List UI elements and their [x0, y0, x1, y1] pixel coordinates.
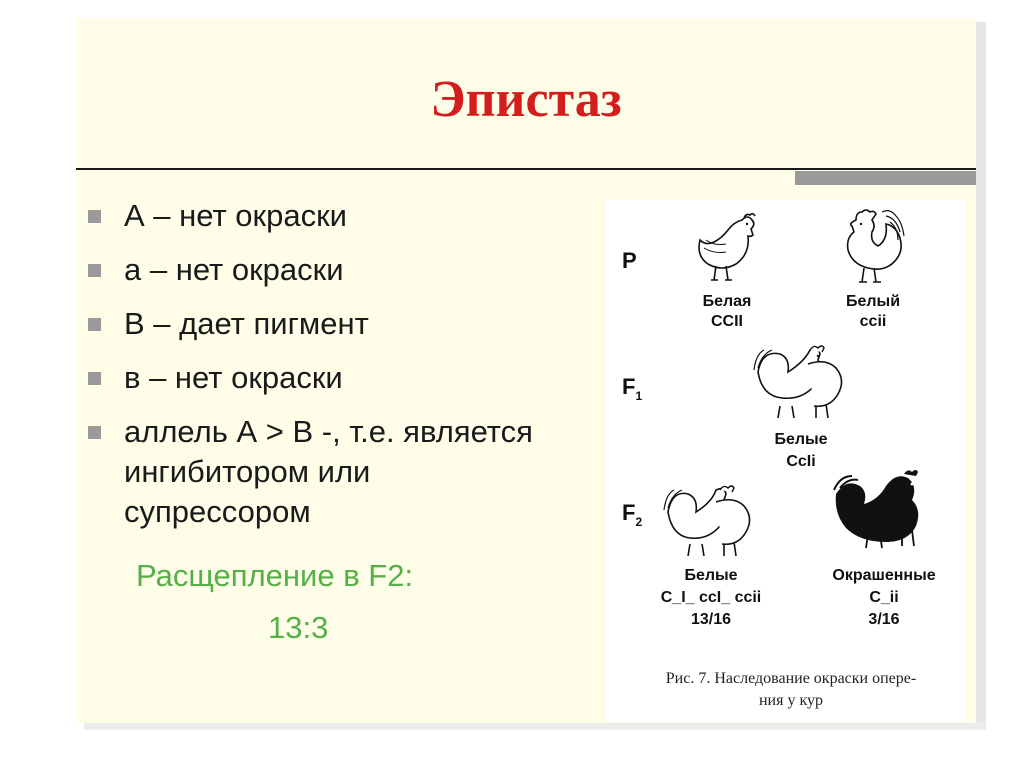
- f2-colored-genotype: C_ii: [869, 589, 899, 606]
- figure-caption-line1: Рис. 7. Наследование окраски опере-: [665, 670, 917, 687]
- f2-white-label: Белые: [684, 567, 738, 584]
- p-male-genotype: ccii: [859, 313, 887, 330]
- white-chickens-pair-icon: [662, 482, 758, 558]
- generation-f1-subscript: 1: [635, 389, 643, 403]
- slide-title: Эпистаз: [430, 71, 622, 128]
- f2-white-ratio: 13/16: [690, 611, 732, 628]
- segregation-label: Расщепление в F2:: [136, 558, 414, 593]
- bullet-text: В – дает пигмент: [124, 306, 369, 341]
- f1-label: Белые: [774, 431, 828, 448]
- generation-f2-letter: F: [622, 500, 636, 525]
- bullet-text: А – нет окраски: [124, 198, 347, 233]
- bullet-item: [84, 358, 564, 398]
- p-female-label: Белая: [702, 293, 752, 310]
- generation-f1-letter: F: [622, 374, 636, 399]
- bullet-text: аллель А > В -, т.е. является ингибитором или супрессором: [124, 414, 533, 529]
- f2-colored-label: Окрашенные: [832, 567, 936, 584]
- bullet-marker: [88, 264, 101, 277]
- generation-f1-label: [622, 374, 643, 403]
- bullet-text: в – нет окраски: [124, 360, 343, 395]
- p-male-label: Белый: [845, 293, 901, 310]
- bullet-item: [84, 412, 564, 532]
- figure-caption-line2: ния у кур: [758, 692, 824, 709]
- white-rooster-icon: [834, 206, 914, 286]
- generation-p-label: P: [622, 248, 637, 273]
- colored-chickens-pair-icon: [832, 468, 938, 552]
- bullet-list: [84, 196, 564, 546]
- f1-genotype: CcIi: [786, 453, 816, 470]
- title-divider-accent: [795, 171, 976, 185]
- bullet-text: а – нет окраски: [124, 252, 344, 287]
- segregation-ratio: 13:3: [268, 610, 329, 645]
- slide-shadow-bottom: [84, 722, 986, 730]
- white-hen-icon: [692, 210, 762, 285]
- bullet-item: [84, 196, 564, 236]
- bullet-marker: [88, 318, 101, 331]
- p-female-genotype: CCII: [711, 313, 743, 330]
- figure-caption: [620, 668, 962, 712]
- f2-colored-ratio: 3/16: [868, 611, 900, 628]
- bullet-marker: [88, 210, 101, 223]
- title-divider: [76, 168, 976, 170]
- f2-white-genotype: C_I_ ccI_ ccii: [660, 589, 762, 606]
- inheritance-figure: [606, 200, 966, 722]
- white-chickens-pair-icon: [750, 342, 850, 422]
- bullet-marker: [88, 372, 101, 385]
- bullet-item: [84, 250, 564, 290]
- generation-f2-label: [622, 500, 643, 529]
- generation-f2-subscript: 2: [635, 515, 643, 529]
- slide-shadow-right: [976, 22, 986, 722]
- bullet-item: [84, 304, 564, 344]
- bullet-marker: [88, 426, 101, 439]
